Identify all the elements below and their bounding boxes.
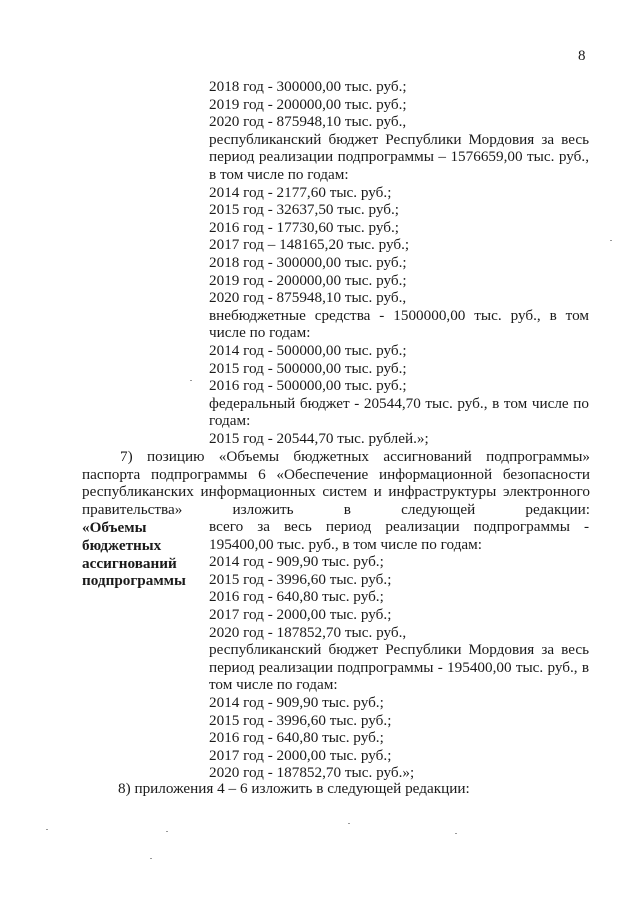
text-line: 2016 год - 500000,00 тыс. руб.; [209, 377, 407, 395]
text-line: период реализации подпрограммы – 1576659,00 тыс. руб., [209, 148, 589, 166]
text-line: 2018 год - 300000,00 тыс. руб.; [209, 253, 407, 271]
text-line: 2014 год - 2177,60 тыс. руб.; [209, 183, 392, 201]
text-line: 2020 год - 187852,70 тыс. руб.»; [209, 764, 415, 782]
table-value-block [209, 518, 589, 782]
text-line: республиканский бюджет Республики Мордовия за весь [209, 641, 589, 659]
text-line: 2020 год - 187852,70 тыс. руб., [209, 623, 407, 641]
table-label [82, 519, 202, 590]
text-line: 2016 год - 640,80 тыс. руб.; [209, 729, 384, 747]
text-line: 2014 год - 909,90 тыс. руб.; [209, 553, 384, 571]
text-line: федеральный бюджет - 20544,70 тыс. руб., в том числе по [209, 394, 589, 412]
text-line: 2017 год – 148165,20 тыс. руб.; [209, 236, 410, 254]
text-line: 2015 год - 20544,70 тыс. рублей.»; [209, 429, 429, 447]
text-line: 2016 год - 640,80 тыс. руб.; [209, 588, 384, 606]
text-line: 2014 год - 909,90 тыс. руб.; [209, 693, 384, 711]
page-number: 8 [578, 48, 586, 64]
text-line: 195400,00 тыс. руб., в том числе по годам: [209, 535, 482, 553]
text-line: 2015 год - 3996,60 тыс. руб.; [209, 711, 392, 729]
text-line: 2014 год - 500000,00 тыс. руб.; [209, 341, 407, 359]
text-line: том числе по годам: [209, 676, 338, 694]
text-line: 2019 год - 200000,00 тыс. руб.; [209, 95, 407, 113]
text-line: 7) позицию «Объемы бюджетных ассигнований подпрограммы» [120, 448, 590, 465]
label-line: бюджетных [82, 536, 162, 554]
text-line: 2015 год - 500000,00 тыс. руб.; [209, 359, 407, 377]
text-line: 2018 год - 300000,00 тыс. руб.; [209, 78, 407, 95]
text-line: республиканский бюджет Республики Мордовия за весь [209, 130, 589, 148]
text-line: период реализации подпрограммы - 195400,00 тыс. руб., в [209, 658, 589, 676]
text-line: всего за весь период реализации подпрограммы - [209, 518, 589, 535]
text-line: 2015 год - 3996,60 тыс. руб.; [209, 570, 392, 588]
text-line: 2015 год - 32637,50 тыс. руб.; [209, 201, 400, 219]
text-line: числе по годам: [209, 324, 311, 342]
text-line: 2020 год - 875948,10 тыс. руб., [209, 113, 407, 131]
text-line: правительства» изложить в следующей редакции: [82, 500, 590, 518]
text-line: 2020 год - 875948,10 тыс. руб., [209, 289, 407, 307]
top-financing-block [209, 78, 589, 447]
text-line: внебюджетные средства - 1500000,00 тыс. руб., в том [209, 306, 589, 324]
text-line: в том числе по годам: [209, 165, 349, 183]
text-line: 2016 год - 17730,60 тыс. руб.; [209, 218, 400, 236]
label-line: подпрограммы [82, 572, 186, 590]
text-line: 2017 год - 2000,00 тыс. руб.; [209, 746, 392, 764]
label-line: ассигнований [82, 554, 177, 572]
label-line: «Объемы [82, 519, 147, 536]
text-line: 2019 год - 200000,00 тыс. руб.; [209, 271, 407, 289]
paragraph-8: 8) приложения 4 – 6 изложить в следующей редакции: [118, 780, 470, 797]
text-line: паспорта подпрограммы 6 «Обеспечение информационной безопасности [82, 465, 590, 483]
text-line: республиканских информационных систем и инфраструктуры электронного [82, 483, 590, 501]
text-line: годам: [209, 412, 251, 430]
text-line: 2017 год - 2000,00 тыс. руб.; [209, 605, 392, 623]
